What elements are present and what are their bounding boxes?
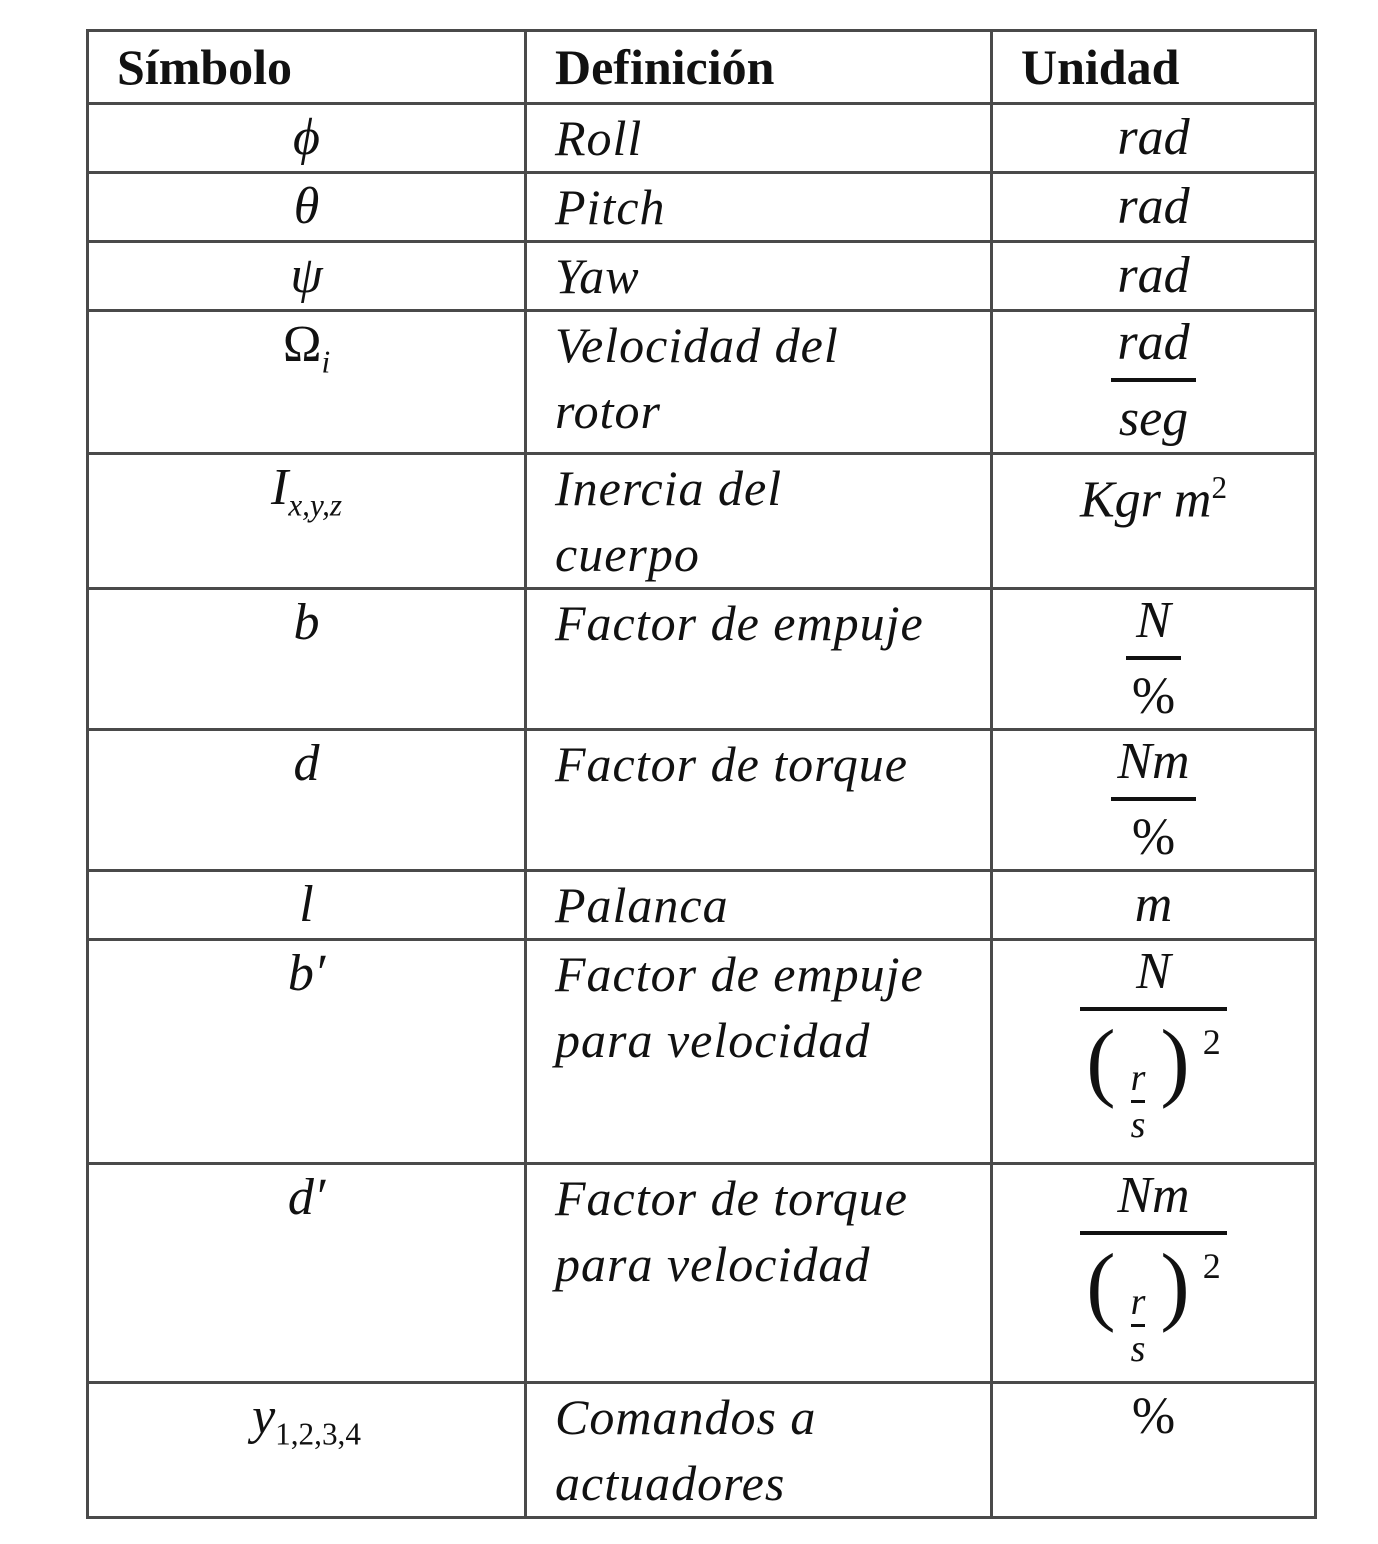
definition-line-1: Factor de empuje <box>555 946 924 1002</box>
symbol-y: y <box>252 1388 276 1445</box>
symbol-cell <box>88 104 526 173</box>
symbol-cell <box>88 1164 526 1383</box>
header-definition: Definición <box>526 31 992 104</box>
unit-cell <box>992 1383 1316 1518</box>
unit-denominator: seg <box>1118 390 1189 447</box>
unit-superscript: 2 <box>1211 470 1228 505</box>
definition-cell <box>526 871 992 940</box>
unit-numerator: N <box>1136 943 1171 1000</box>
definition-text: Factor de empuje <box>555 595 924 651</box>
table-row <box>88 1383 1316 1518</box>
left-paren: ( <box>1086 1237 1116 1334</box>
definition-line-2: actuadores <box>555 1455 786 1511</box>
header-symbol: Símbolo <box>88 31 526 104</box>
symbol-cell <box>88 940 526 1164</box>
definition-cell <box>526 940 992 1164</box>
r-over-s <box>1131 1282 1146 1369</box>
symbol-subscript: i <box>321 344 331 380</box>
definition-text: Yaw <box>555 248 640 304</box>
symbol-psi: ψ <box>290 247 323 304</box>
unit-cell <box>992 104 1316 173</box>
definition-cell <box>526 104 992 173</box>
unit-text: m <box>1134 876 1173 933</box>
unit-denominator <box>1080 1013 1226 1146</box>
unit-numerator: N <box>1136 592 1171 649</box>
unit-text: Kgr m <box>1079 471 1212 529</box>
definition-cell <box>526 311 992 454</box>
definition-line-2: rotor <box>555 383 661 439</box>
unit-cell <box>992 242 1316 311</box>
mini-bar <box>1131 1100 1146 1103</box>
unit-fraction <box>1126 590 1181 728</box>
symbol-subscript: x,y,z <box>288 487 343 523</box>
definition-text: Factor de torque <box>555 736 908 792</box>
definition-line-1: Velocidad del <box>555 317 839 373</box>
symbol-omega: Ω <box>282 316 322 373</box>
mini-numerator: r <box>1130 1057 1146 1099</box>
header-row <box>88 31 1316 104</box>
table-row <box>88 242 1316 311</box>
symbol-cell <box>88 589 526 730</box>
unit-denominator: % <box>1131 809 1176 866</box>
table-row <box>88 454 1316 589</box>
unit-cell <box>992 454 1316 589</box>
unit-numerator: rad <box>1117 314 1190 371</box>
header-unit: Unidad <box>992 31 1316 104</box>
unit-fraction <box>1080 1165 1226 1369</box>
symbol-theta: θ <box>293 178 320 235</box>
unit-cell <box>992 871 1316 940</box>
definition-cell <box>526 242 992 311</box>
table-row <box>88 173 1316 242</box>
symbol-b: b <box>293 594 320 651</box>
r-over-s <box>1131 1058 1146 1145</box>
fraction-bar <box>1111 378 1195 382</box>
right-paren: ) <box>1160 1013 1190 1110</box>
symbols-table <box>86 29 1317 1519</box>
symbol-inertia: I <box>270 459 289 516</box>
unit-fraction <box>1111 731 1195 869</box>
symbol-b-prime: b′ <box>287 945 326 1002</box>
symbol-cell <box>88 242 526 311</box>
definition-line-1: Inercia del <box>555 460 783 516</box>
unit-fraction <box>1111 312 1195 450</box>
unit-numerator: Nm <box>1117 1167 1190 1224</box>
symbol-cell <box>88 730 526 871</box>
symbol-d-prime: d′ <box>287 1169 326 1226</box>
unit-cell <box>992 173 1316 242</box>
unit-denominator <box>1080 1237 1226 1370</box>
mini-numerator: r <box>1130 1281 1146 1323</box>
mini-denominator: s <box>1130 1104 1146 1146</box>
unit-fraction <box>1080 941 1226 1145</box>
definition-cell <box>526 173 992 242</box>
exponent: 2 <box>1202 1022 1221 1062</box>
table-row <box>88 730 1316 871</box>
definition-line-1: Factor de torque <box>555 1170 908 1226</box>
unit-text: rad <box>1117 178 1190 235</box>
table-row <box>88 311 1316 454</box>
unit-cell <box>992 940 1316 1164</box>
definition-cell <box>526 1164 992 1383</box>
unit-cell <box>992 589 1316 730</box>
definition-line-2: para velocidad <box>555 1236 871 1292</box>
unit-denominator: % <box>1131 668 1176 725</box>
symbol-d: d <box>293 735 320 792</box>
symbol-cell <box>88 1383 526 1518</box>
definition-text: Roll <box>555 110 643 166</box>
unit-numerator: Nm <box>1117 733 1190 790</box>
definition-line-2: cuerpo <box>555 526 700 582</box>
symbol-cell <box>88 311 526 454</box>
symbol-phi: ϕ <box>293 109 320 166</box>
symbol-cell <box>88 173 526 242</box>
mini-denominator: s <box>1130 1328 1146 1370</box>
definition-line-1: Comandos a <box>555 1389 817 1445</box>
definition-line-2: para velocidad <box>555 1012 871 1068</box>
left-paren: ( <box>1086 1013 1116 1110</box>
unit-cell <box>992 1164 1316 1383</box>
fraction-bar <box>1126 656 1181 660</box>
table-row <box>88 589 1316 730</box>
definition-cell <box>526 730 992 871</box>
table-row <box>88 1164 1316 1383</box>
table-row <box>88 104 1316 173</box>
definition-cell <box>526 589 992 730</box>
table-row <box>88 871 1316 940</box>
unit-cell <box>992 730 1316 871</box>
mini-bar <box>1131 1324 1146 1327</box>
unit-cell <box>992 311 1316 454</box>
unit-text: rad <box>1117 247 1190 304</box>
symbol-cell <box>88 871 526 940</box>
definition-text: Pitch <box>555 179 666 235</box>
definition-cell <box>526 1383 992 1518</box>
exponent: 2 <box>1202 1246 1221 1286</box>
definition-cell <box>526 454 992 589</box>
unit-text: % <box>1131 1388 1176 1445</box>
definition-text: Palanca <box>555 877 729 933</box>
unit-text: rad <box>1117 109 1190 166</box>
fraction-bar <box>1111 797 1195 801</box>
right-paren: ) <box>1160 1237 1190 1334</box>
table-row <box>88 940 1316 1164</box>
symbol-l: l <box>299 876 314 933</box>
symbol-cell <box>88 454 526 589</box>
symbol-subscript: 1,2,3,4 <box>275 1416 361 1452</box>
